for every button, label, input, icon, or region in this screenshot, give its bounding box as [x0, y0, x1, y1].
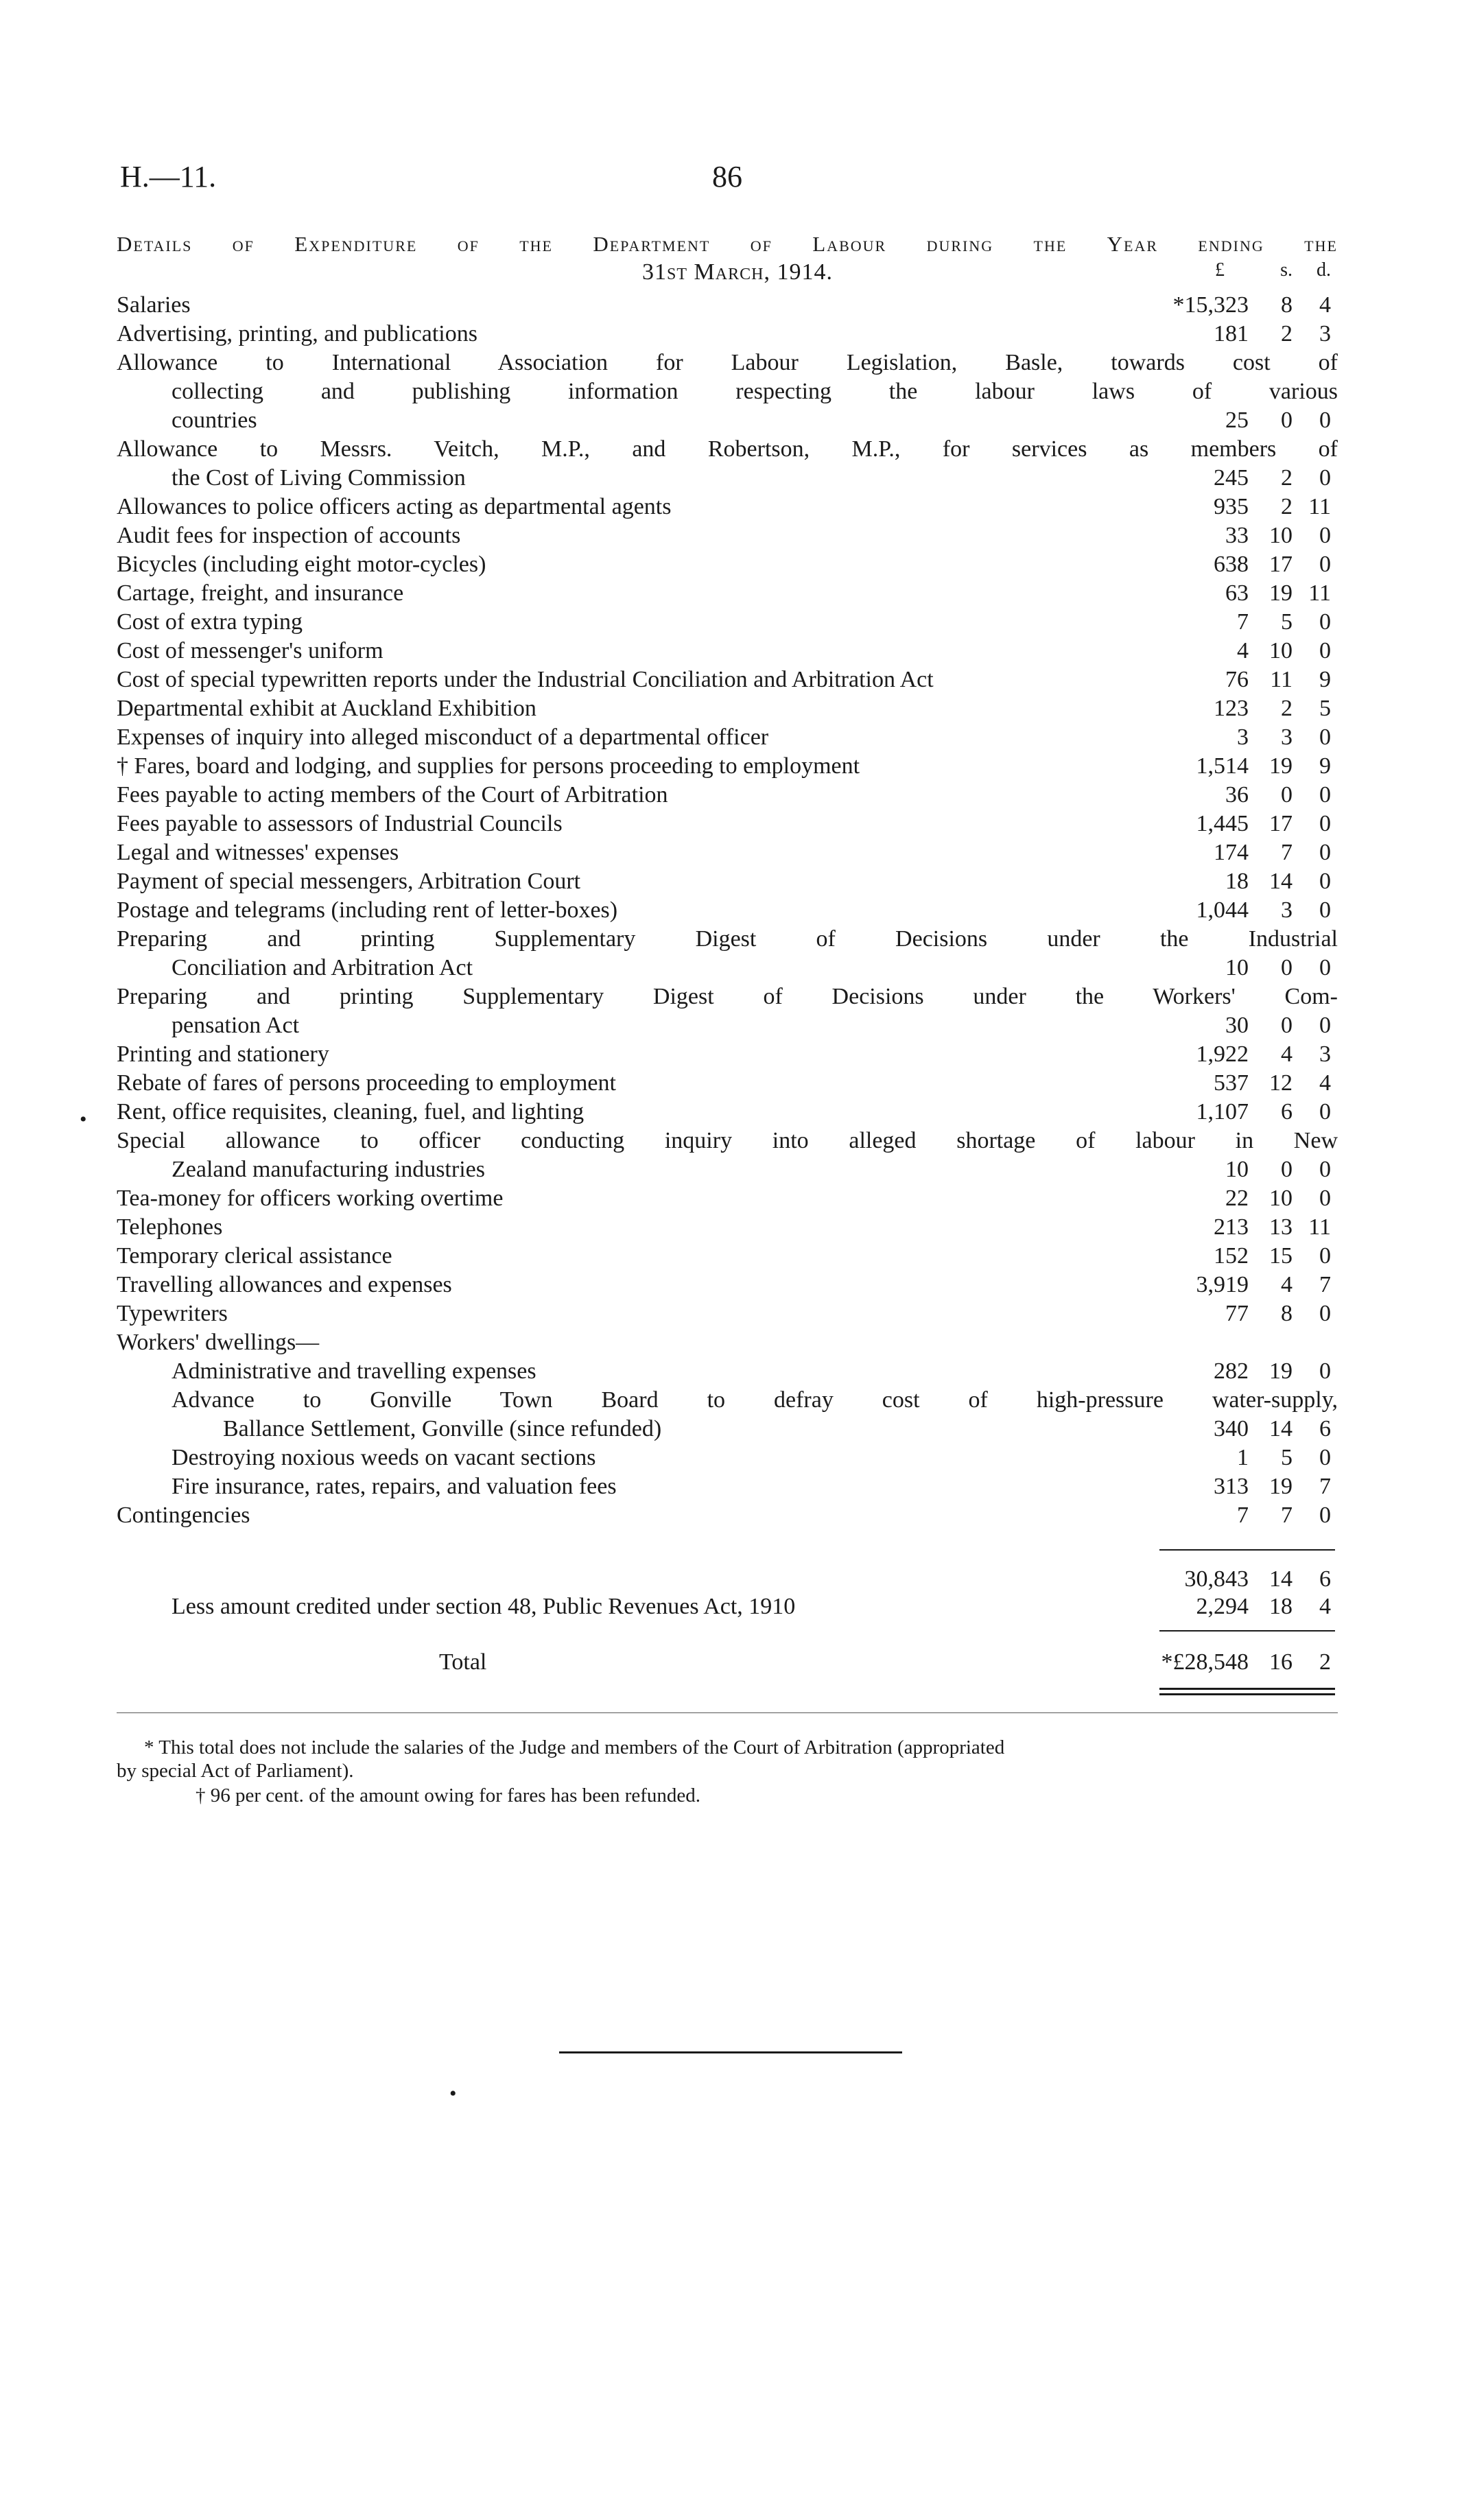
row-pounds: 3,919 [1196, 1272, 1249, 1297]
table-row [0, 1387, 1475, 1414]
row-shillings: 19 [1269, 1474, 1293, 1499]
table-row [0, 1098, 1475, 1126]
row-pounds: 123 [1214, 696, 1249, 721]
table-row [0, 868, 1475, 895]
row-pence: 0 [1319, 552, 1331, 577]
table-row [0, 666, 1475, 694]
row-shillings: 17 [1269, 811, 1293, 836]
row-pounds: 537 [1214, 1070, 1249, 1096]
end-rule [559, 2051, 902, 2053]
row-label: Allowances to police officers acting as departmental agents [117, 494, 676, 519]
table-row [0, 695, 1475, 722]
row-label: Legal and witnesses' expenses [117, 840, 404, 865]
row-pence: 5 [1319, 696, 1331, 721]
table-row [0, 580, 1475, 607]
total-double-rule-1 [1159, 1688, 1335, 1690]
row-pence: 0 [1319, 897, 1331, 923]
total-pence: 2 [1319, 1649, 1331, 1675]
stray-mark: • [80, 1108, 87, 1131]
row-label: Special allowance to officer conducting inquiry into alleged shortage of labour in New [117, 1128, 1338, 1153]
table-row [0, 724, 1475, 751]
column-header-shillings: s. [1280, 259, 1293, 281]
row-label: Cost of special typewritten reports under the Industrial Conciliation and Arbitration Act [117, 667, 939, 692]
row-label: Advertising, printing, and publications [117, 321, 483, 346]
row-label: Preparing and printing Supplementary Digest of Decisions under the Industrial [117, 926, 1338, 952]
subtotal-pounds: 30,843 [1184, 1566, 1249, 1592]
document-reference: H.—11. [120, 160, 217, 193]
footnote-star-line-2: by special Act of Parliament). [117, 1760, 354, 1782]
row-pounds: 10 [1225, 1157, 1249, 1182]
row-pounds: 36 [1225, 782, 1249, 808]
subtotal-rule [1159, 1549, 1335, 1551]
row-pounds: 1,514 [1196, 753, 1249, 779]
row-pounds: 22 [1225, 1186, 1249, 1211]
row-shillings: 3 [1281, 725, 1293, 750]
row-pence: 9 [1319, 753, 1331, 779]
row-shillings: 10 [1269, 523, 1293, 548]
page-number: 86 [712, 160, 742, 193]
row-label: Telephones [117, 1214, 228, 1240]
row-pence: 11 [1308, 1214, 1331, 1240]
row-pence: 11 [1308, 494, 1331, 519]
row-shillings: 15 [1269, 1243, 1293, 1269]
row-pence: 0 [1319, 1157, 1331, 1182]
row-pence: 3 [1319, 1041, 1331, 1067]
row-pence: 0 [1319, 1099, 1331, 1124]
row-label: Cost of extra typing [117, 609, 308, 635]
row-pence: 3 [1319, 321, 1331, 346]
row-pounds: 1,107 [1196, 1099, 1249, 1124]
table-row [0, 493, 1475, 521]
row-pounds: 1,922 [1196, 1041, 1249, 1067]
table-row [0, 926, 1475, 953]
less-shillings: 18 [1269, 1594, 1293, 1619]
row-pounds: 282 [1214, 1358, 1249, 1384]
table-row [0, 436, 1475, 463]
row-label: Advance to Gonville Town Board to defray cost of high-pressure water-supply, [172, 1387, 1338, 1413]
row-pence: 7 [1319, 1272, 1331, 1297]
table-row [0, 1444, 1475, 1472]
row-label: Payment of special messengers, Arbitration Court [117, 869, 586, 894]
row-pounds: 4 [1237, 638, 1249, 663]
row-shillings: 12 [1269, 1070, 1293, 1096]
table-row [0, 1473, 1475, 1500]
row-label: the Cost of Living Commission [172, 465, 471, 491]
row-label: Workers' dwellings— [117, 1330, 324, 1355]
table-row [0, 609, 1475, 636]
row-pence: 0 [1319, 1013, 1331, 1038]
row-pounds: 76 [1225, 667, 1249, 692]
row-pence: 0 [1319, 1243, 1331, 1269]
row-shillings: 0 [1281, 408, 1293, 433]
table-row [0, 1243, 1475, 1270]
table-row [0, 464, 1475, 492]
table-row [0, 637, 1475, 665]
row-shillings: 5 [1281, 609, 1293, 635]
row-pounds: 77 [1225, 1301, 1249, 1326]
row-shillings: 2 [1281, 465, 1293, 491]
row-pence: 4 [1319, 292, 1331, 318]
table-row [0, 1415, 1475, 1443]
row-pence: 0 [1319, 609, 1331, 635]
row-shillings: 11 [1270, 667, 1293, 692]
row-label: Rent, office requisites, cleaning, fuel, and lighting [117, 1099, 589, 1124]
table-row [0, 522, 1475, 550]
row-shillings: 8 [1281, 292, 1293, 318]
table-row [0, 1070, 1475, 1097]
row-pounds: 30 [1225, 1013, 1249, 1038]
row-label: Expenses of inquiry into alleged misconduct of a departmental officer [117, 725, 774, 750]
row-pounds: 313 [1214, 1474, 1249, 1499]
row-shillings: 3 [1281, 897, 1293, 923]
row-shillings: 2 [1281, 494, 1293, 519]
less-pence: 4 [1319, 1594, 1331, 1619]
row-shillings: 13 [1269, 1214, 1293, 1240]
total-shillings: 16 [1269, 1649, 1293, 1675]
table-row [0, 349, 1475, 377]
row-pounds: 174 [1214, 840, 1249, 865]
column-header-pounds: £ [1215, 259, 1225, 281]
row-label: Typewriters [117, 1301, 233, 1326]
row-shillings: 7 [1281, 1503, 1293, 1528]
row-pence: 11 [1308, 580, 1331, 606]
row-pounds: 152 [1214, 1243, 1249, 1269]
row-label: Tea-money for officers working overtime [117, 1186, 508, 1211]
row-pence: 0 [1319, 638, 1331, 663]
row-label: Destroying noxious weeds on vacant sections [172, 1445, 602, 1470]
subtotal-shillings: 14 [1269, 1566, 1293, 1592]
table-row [0, 810, 1475, 838]
less-pounds: 2,294 [1196, 1594, 1249, 1619]
row-shillings: 17 [1269, 552, 1293, 577]
footnote-star-line-1: * This total does not include the salaries of the Judge and members of the Court of Arbitration (appropriated [144, 1736, 1005, 1758]
row-label: † Fares, board and lodging, and supplies for persons proceeding to employment [117, 753, 865, 779]
table-row [0, 1185, 1475, 1212]
column-header-pence: d. [1317, 259, 1331, 281]
title-word: Expenditure [294, 232, 418, 256]
table-row [0, 1502, 1475, 1529]
less-label: Less amount credited under section 48, Public Revenues Act, 1910 [172, 1594, 801, 1619]
row-pounds: 10 [1225, 955, 1249, 980]
title-word: of [232, 232, 255, 256]
row-label: Administrative and travelling expenses [172, 1358, 542, 1384]
row-pounds: 638 [1214, 552, 1249, 577]
row-shillings: 4 [1281, 1272, 1293, 1297]
row-pounds: 340 [1214, 1416, 1249, 1441]
table-row [0, 781, 1475, 809]
subtotal-pence: 6 [1319, 1566, 1331, 1592]
row-label: Cost of messenger's uniform [117, 638, 389, 663]
row-pence: 0 [1319, 1186, 1331, 1211]
row-pence: 6 [1319, 1416, 1331, 1441]
title-word: ending [1198, 232, 1264, 256]
title-word: during [926, 232, 994, 256]
row-pounds: 935 [1214, 494, 1249, 519]
row-label: countries [172, 408, 263, 433]
row-pounds: *15,323 [1172, 292, 1249, 318]
table-row [0, 378, 1475, 405]
row-label: Fire insurance, rates, repairs, and valuation fees [172, 1474, 622, 1499]
row-pounds: 25 [1225, 408, 1249, 433]
row-shillings: 0 [1281, 782, 1293, 808]
title-word: the [1304, 232, 1338, 256]
row-pounds: 18 [1225, 869, 1249, 894]
title-word: Details [117, 232, 193, 256]
row-shillings: 0 [1281, 1157, 1293, 1182]
row-label: Bicycles (including eight motor-cycles) [117, 552, 491, 577]
row-pounds: 33 [1225, 523, 1249, 548]
table-row [0, 1271, 1475, 1299]
table-row [0, 753, 1475, 780]
row-label: Allowance to International Association for Labour Legislation, Basle, towards cost of [117, 350, 1338, 375]
row-label: collecting and publishing information respecting the labour laws of various [172, 379, 1338, 404]
row-pounds: 63 [1225, 580, 1249, 606]
row-label: Audit fees for inspection of accounts [117, 523, 466, 548]
row-shillings: 7 [1281, 840, 1293, 865]
row-pence: 0 [1319, 1358, 1331, 1384]
title-word: Department [593, 232, 711, 256]
total-label: Total [439, 1649, 492, 1675]
row-pence: 0 [1319, 725, 1331, 750]
table-row [0, 954, 1475, 982]
row-pence: 0 [1319, 811, 1331, 836]
row-pence: 0 [1319, 408, 1331, 433]
row-shillings: 6 [1281, 1099, 1293, 1124]
total-row [0, 1649, 1475, 1676]
less-row [0, 1593, 1475, 1621]
total-rule-top [1159, 1630, 1335, 1632]
stray-mark: • [449, 2082, 457, 2105]
title-word: of [457, 232, 480, 256]
row-pence: 0 [1319, 840, 1331, 865]
total-pounds: *£28,548 [1161, 1649, 1249, 1675]
row-pence: 0 [1319, 1445, 1331, 1470]
subtotal-row [0, 1566, 1475, 1593]
footnote-dagger: † 96 per cent. of the amount owing for fares has been refunded. [196, 1785, 701, 1806]
row-label: Departmental exhibit at Auckland Exhibition [117, 696, 542, 721]
title-word: Labour [812, 232, 887, 256]
table-row [0, 1329, 1475, 1356]
row-label: Printing and stationery [117, 1041, 335, 1067]
row-pounds: 1 [1237, 1445, 1249, 1470]
row-shillings: 14 [1269, 1416, 1293, 1441]
table-row [0, 839, 1475, 867]
row-pence: 0 [1319, 1301, 1331, 1326]
row-label: pensation Act [172, 1013, 305, 1038]
row-label: Rebate of fares of persons proceeding to employment [117, 1070, 622, 1096]
row-shillings: 2 [1281, 321, 1293, 346]
total-double-rule-2 [1159, 1693, 1335, 1695]
row-pence: 9 [1319, 667, 1331, 692]
title-word: Year [1107, 232, 1159, 256]
row-label: Travelling allowances and expenses [117, 1272, 458, 1297]
row-pounds: 1,044 [1196, 897, 1249, 923]
row-pounds: 245 [1214, 465, 1249, 491]
table-row [0, 1214, 1475, 1241]
row-shillings: 8 [1281, 1301, 1293, 1326]
row-label: Postage and telegrams (including rent of letter-boxes) [117, 897, 623, 923]
row-label: Preparing and printing Supplementary Digest of Decisions under the Workers' Com- [117, 984, 1338, 1009]
title-word: of [750, 232, 772, 256]
row-label: Ballance Settlement, Gonville (since refunded) [223, 1416, 667, 1441]
table-row [0, 983, 1475, 1011]
row-pence: 0 [1319, 523, 1331, 548]
row-shillings: 5 [1281, 1445, 1293, 1470]
row-shillings: 10 [1269, 638, 1293, 663]
row-shillings: 14 [1269, 869, 1293, 894]
table-row [0, 320, 1475, 348]
row-pence: 0 [1319, 782, 1331, 808]
row-label: Salaries [117, 292, 196, 318]
table-row [0, 1156, 1475, 1184]
title-word: the [519, 232, 553, 256]
row-label: Temporary clerical assistance [117, 1243, 398, 1269]
table-title-line-2: 31st March, 1914. [642, 259, 833, 285]
row-pounds: 181 [1214, 321, 1249, 346]
table-row [0, 1041, 1475, 1068]
row-shillings: 0 [1281, 1013, 1293, 1038]
title-word: the [1033, 232, 1067, 256]
row-pounds: 7 [1237, 609, 1249, 635]
row-label: Allowance to Messrs. Veitch, M.P., and Robertson, M.P., for services as members of [117, 436, 1338, 462]
row-label: Fees payable to assessors of Industrial Councils [117, 811, 568, 836]
row-shillings: 2 [1281, 696, 1293, 721]
row-label: Contingencies [117, 1503, 256, 1528]
row-shillings: 10 [1269, 1186, 1293, 1211]
row-shillings: 19 [1269, 753, 1293, 779]
row-pounds: 3 [1237, 725, 1249, 750]
row-pence: 7 [1319, 1474, 1331, 1499]
row-pence: 0 [1319, 465, 1331, 491]
row-shillings: 19 [1269, 580, 1293, 606]
footnote-separator [117, 1712, 1338, 1713]
table-row [0, 1300, 1475, 1328]
row-label: Fees payable to acting members of the Court of Arbitration [117, 782, 674, 808]
row-pence: 0 [1319, 955, 1331, 980]
row-pounds: 1,445 [1196, 811, 1249, 836]
table-row [0, 1358, 1475, 1385]
row-label: Conciliation and Arbitration Act [172, 955, 478, 980]
table-row [0, 1012, 1475, 1039]
table-row [0, 1127, 1475, 1155]
row-label: Zealand manufacturing industries [172, 1157, 491, 1182]
row-pence: 4 [1319, 1070, 1331, 1096]
table-row [0, 292, 1475, 319]
row-pounds: 7 [1237, 1503, 1249, 1528]
row-label: Cartage, freight, and insurance [117, 580, 409, 606]
row-shillings: 0 [1281, 955, 1293, 980]
row-shillings: 19 [1269, 1358, 1293, 1384]
row-pounds: 213 [1214, 1214, 1249, 1240]
row-shillings: 4 [1281, 1041, 1293, 1067]
table-row [0, 897, 1475, 924]
table-row [0, 407, 1475, 434]
table-row [0, 551, 1475, 578]
row-pence: 0 [1319, 869, 1331, 894]
row-pence: 0 [1319, 1503, 1331, 1528]
